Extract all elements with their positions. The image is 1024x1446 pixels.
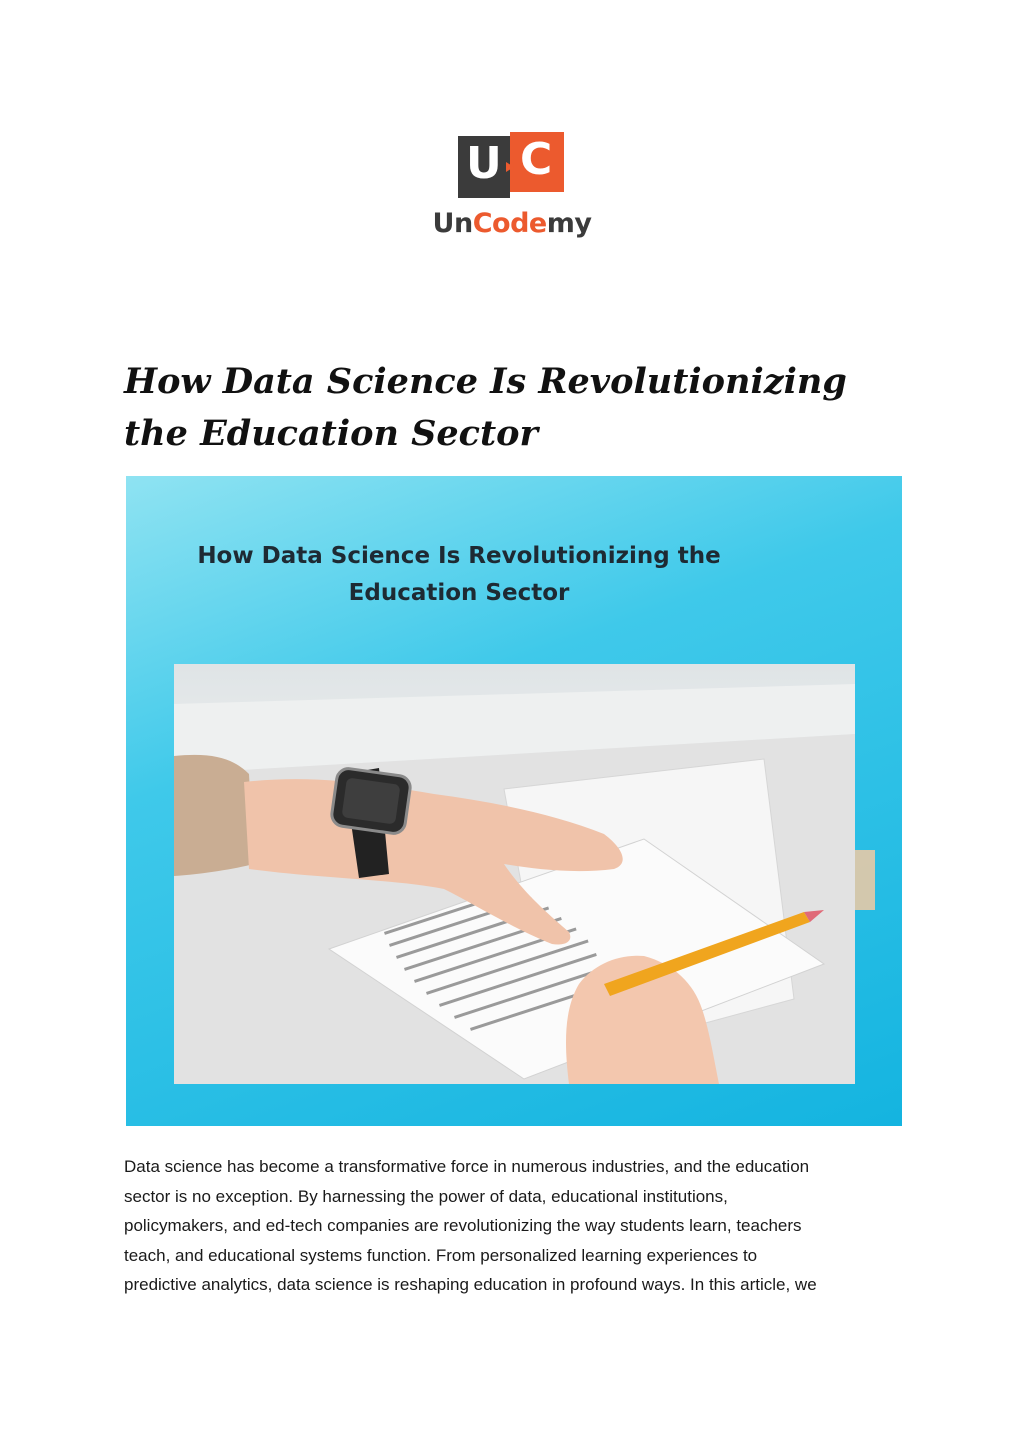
uncodemy-logo [426,130,598,246]
article-title-line-1: How Data Science Is Revolutionizing [124,361,847,402]
exam-photo [174,664,855,1084]
hero-heading [126,538,792,612]
exam-illustration [174,664,855,1084]
hero-heading-line-2: Education Sector [348,580,570,606]
paragraph-line: sector is no exception. By harnessing the power of data, educational institutions, [124,1186,728,1206]
logo-mark [458,132,566,198]
article-title [124,356,914,460]
hero-heading-line-1: How Data Science Is Revolutionizing the [197,543,721,569]
article-title-line-2: the Education Sector [124,413,538,454]
play-triangle-icon [506,162,514,172]
paragraph-line: Data science has become a transformative force in numerous industries, and the education [124,1157,810,1176]
logo-letter-c: C [520,134,553,185]
tape-strip [855,850,875,910]
logo-wordmark: UnCodemy [432,208,592,239]
hero-image [126,476,902,1126]
logo-letter-u: U [466,138,502,189]
sweater-sleeve [174,755,254,876]
paragraph-line: teach, and educational systems function. From personalized learning experiences to [124,1245,758,1265]
article-intro-paragraph [124,1152,914,1300]
paragraph-line: predictive analytics, data science is reshaping education in profound ways. In this article, we [124,1275,817,1295]
paragraph-line: policymakers, and ed-tech companies are revolutionizing the way students learn, teachers [124,1216,802,1236]
